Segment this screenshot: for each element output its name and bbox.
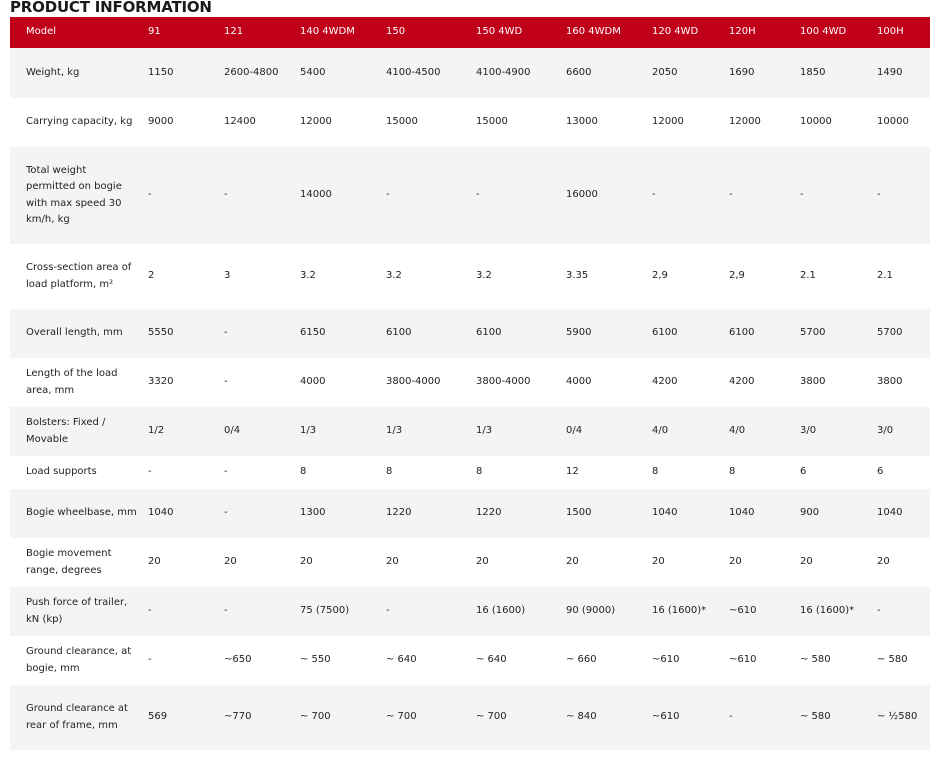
table-cell: -	[218, 147, 294, 244]
table-cell: 20	[380, 538, 470, 587]
table-cell: -	[142, 456, 218, 489]
table-cell: -	[380, 147, 470, 244]
table-cell: 4100-4900	[470, 48, 560, 98]
column-header: 120H	[723, 17, 794, 48]
table-cell: 16 (1600)	[470, 587, 560, 636]
table-row	[10, 407, 930, 456]
table-cell: 1150	[142, 48, 218, 98]
table-cell: 6600	[560, 48, 646, 98]
row-label: Ground clearance, at bogie, mm	[10, 636, 142, 685]
row-label: Weight, kg	[10, 48, 142, 98]
table-cell: ~ 700	[380, 685, 470, 750]
table-cell: 2,9	[646, 244, 723, 309]
table-row	[10, 309, 930, 358]
table-cell: ~ 840	[560, 685, 646, 750]
row-label: Bogie movement range, degrees	[10, 538, 142, 587]
table-cell: 6100	[470, 309, 560, 358]
table-cell: 3.2	[470, 244, 560, 309]
column-header: 120 4WD	[646, 17, 723, 48]
table-cell: 3.2	[380, 244, 470, 309]
table-cell: 5700	[794, 309, 871, 358]
column-header: 100H	[871, 17, 930, 48]
table-cell: 1/3	[470, 407, 560, 456]
table-cell: ~ 700	[470, 685, 560, 750]
table-row	[10, 456, 930, 489]
table-row	[10, 244, 930, 309]
table-cell: 20	[294, 538, 380, 587]
table-cell: 15000	[380, 98, 470, 147]
table-cell: ~ 640	[380, 636, 470, 685]
table-cell: 4200	[723, 358, 794, 407]
table-cell: 1040	[871, 489, 930, 538]
column-header: 121	[218, 17, 294, 48]
table-cell: 6100	[380, 309, 470, 358]
column-header-model: Model	[10, 17, 142, 48]
table-cell: ~610	[723, 636, 794, 685]
row-label: Length of the load area, mm	[10, 358, 142, 407]
table-cell: 3800-4000	[470, 358, 560, 407]
table-cell: 569	[142, 685, 218, 750]
table-cell: 3/0	[794, 407, 871, 456]
table-cell: 2,9	[723, 244, 794, 309]
table-cell: 2	[142, 244, 218, 309]
table-cell: ~610	[646, 685, 723, 750]
table-cell: 20	[646, 538, 723, 587]
table-cell: -	[380, 587, 470, 636]
table-cell: ~770	[218, 685, 294, 750]
table-cell: ~610	[723, 587, 794, 636]
table-cell: 4000	[294, 358, 380, 407]
table-cell: 13000	[560, 98, 646, 147]
row-label: Total weight permitted on bogie with max speed 30 km/h, kg	[10, 147, 142, 244]
row-label: Bolsters: Fixed / Movable	[10, 407, 142, 456]
table-cell: ~610	[646, 636, 723, 685]
table-cell: 12000	[646, 98, 723, 147]
table-cell: ~ 700	[294, 685, 380, 750]
table-cell: 2.1	[794, 244, 871, 309]
column-header: 150	[380, 17, 470, 48]
table-cell: 8	[380, 456, 470, 489]
table-cell: 2.1	[871, 244, 930, 309]
table-cell: 4/0	[646, 407, 723, 456]
table-cell: -	[218, 456, 294, 489]
table-cell: -	[723, 685, 794, 750]
table-row	[10, 358, 930, 407]
table-cell: -	[142, 147, 218, 244]
table-cell: 3800-4000	[380, 358, 470, 407]
table-cell: ~ 580	[794, 636, 871, 685]
table-cell: ~650	[218, 636, 294, 685]
table-cell: 8	[294, 456, 380, 489]
table-cell: 1/2	[142, 407, 218, 456]
table-row	[10, 147, 930, 244]
table-cell: 16 (1600)*	[646, 587, 723, 636]
table-cell: 3800	[871, 358, 930, 407]
column-header: 160 4WDM	[560, 17, 646, 48]
table-cell: 5700	[871, 309, 930, 358]
table-cell: 1500	[560, 489, 646, 538]
row-label: Overall length, mm	[10, 309, 142, 358]
table-cell: 0/4	[560, 407, 646, 456]
table-cell: 8	[646, 456, 723, 489]
table-cell: 10000	[871, 98, 930, 147]
table-row	[10, 48, 930, 98]
table-cell: 12400	[218, 98, 294, 147]
table-body	[10, 48, 930, 750]
table-cell: 4200	[646, 358, 723, 407]
table-cell: 12	[560, 456, 646, 489]
table-cell: -	[218, 358, 294, 407]
table-cell: 20	[794, 538, 871, 587]
row-label: Ground clearance at rear of frame, mm	[10, 685, 142, 750]
table-row	[10, 685, 930, 750]
table-cell: 2050	[646, 48, 723, 98]
table-cell: 900	[794, 489, 871, 538]
table-cell: 1490	[871, 48, 930, 98]
table-cell: 6	[794, 456, 871, 489]
table-cell: 5900	[560, 309, 646, 358]
table-cell: 8	[723, 456, 794, 489]
table-cell: -	[723, 147, 794, 244]
page-title: PRODUCT INFORMATION	[10, 0, 212, 16]
table-cell: -	[470, 147, 560, 244]
table-row	[10, 538, 930, 587]
row-label: Bogie wheelbase, mm	[10, 489, 142, 538]
table-cell: 1850	[794, 48, 871, 98]
table-cell: 20	[871, 538, 930, 587]
table-cell: 6150	[294, 309, 380, 358]
column-header: 150 4WD	[470, 17, 560, 48]
table-cell: 4/0	[723, 407, 794, 456]
table-cell: ~ 660	[560, 636, 646, 685]
table-cell: ~ ½580	[871, 685, 930, 750]
table-cell: 8	[470, 456, 560, 489]
table-cell: -	[871, 587, 930, 636]
table-cell: 1/3	[380, 407, 470, 456]
table-cell: -	[218, 309, 294, 358]
table-cell: 5550	[142, 309, 218, 358]
table-cell: 15000	[470, 98, 560, 147]
table-cell: 3320	[142, 358, 218, 407]
table-cell: -	[218, 489, 294, 538]
table-cell: 3.35	[560, 244, 646, 309]
row-label: Load supports	[10, 456, 142, 489]
table-cell: 1040	[723, 489, 794, 538]
table-cell: 1300	[294, 489, 380, 538]
table-cell: 20	[142, 538, 218, 587]
table-cell: 20	[470, 538, 560, 587]
table-cell: 3800	[794, 358, 871, 407]
table-cell: 1690	[723, 48, 794, 98]
table-cell: 10000	[794, 98, 871, 147]
table-cell: 75 (7500)	[294, 587, 380, 636]
table-cell: 6100	[646, 309, 723, 358]
row-label: Cross-section area of load platform, m²	[10, 244, 142, 309]
table-cell: 6	[871, 456, 930, 489]
table-cell: 2600-4800	[218, 48, 294, 98]
column-header: 91	[142, 17, 218, 48]
table-row	[10, 98, 930, 147]
table-cell: 5400	[294, 48, 380, 98]
table-row	[10, 489, 930, 538]
table-cell: 6100	[723, 309, 794, 358]
table-cell: -	[871, 147, 930, 244]
table-cell: 1220	[380, 489, 470, 538]
table-cell: 9000	[142, 98, 218, 147]
table-cell: 20	[723, 538, 794, 587]
table-cell: -	[794, 147, 871, 244]
table-cell: 4000	[560, 358, 646, 407]
table-cell: 3	[218, 244, 294, 309]
table-cell: 14000	[294, 147, 380, 244]
table-cell: 12000	[294, 98, 380, 147]
column-header: 100 4WD	[794, 17, 871, 48]
table-cell: 20	[560, 538, 646, 587]
table-cell: 4100-4500	[380, 48, 470, 98]
table-cell: 1220	[470, 489, 560, 538]
table-cell: ~ 580	[794, 685, 871, 750]
table-cell: 0/4	[218, 407, 294, 456]
table-cell: ~ 640	[470, 636, 560, 685]
table-cell: -	[218, 587, 294, 636]
table-cell: 1040	[646, 489, 723, 538]
table-cell: 12000	[723, 98, 794, 147]
table-cell: 3/0	[871, 407, 930, 456]
table-cell: 1/3	[294, 407, 380, 456]
table-cell: -	[142, 636, 218, 685]
table-cell: -	[142, 587, 218, 636]
product-spec-table	[10, 17, 930, 750]
table-cell: 1040	[142, 489, 218, 538]
column-header: 140 4WDM	[294, 17, 380, 48]
row-label: Carrying capacity, kg	[10, 98, 142, 147]
table-cell: 16 (1600)*	[794, 587, 871, 636]
table-cell: 90 (9000)	[560, 587, 646, 636]
table-cell: 3.2	[294, 244, 380, 309]
table-row	[10, 636, 930, 685]
row-label: Push force of trailer, kN (kp)	[10, 587, 142, 636]
table-cell: 16000	[560, 147, 646, 244]
table-cell: -	[646, 147, 723, 244]
table-cell: ~ 580	[871, 636, 930, 685]
table-row	[10, 587, 930, 636]
table-header-row	[10, 17, 930, 48]
table-cell: ~ 550	[294, 636, 380, 685]
table-cell: 20	[218, 538, 294, 587]
